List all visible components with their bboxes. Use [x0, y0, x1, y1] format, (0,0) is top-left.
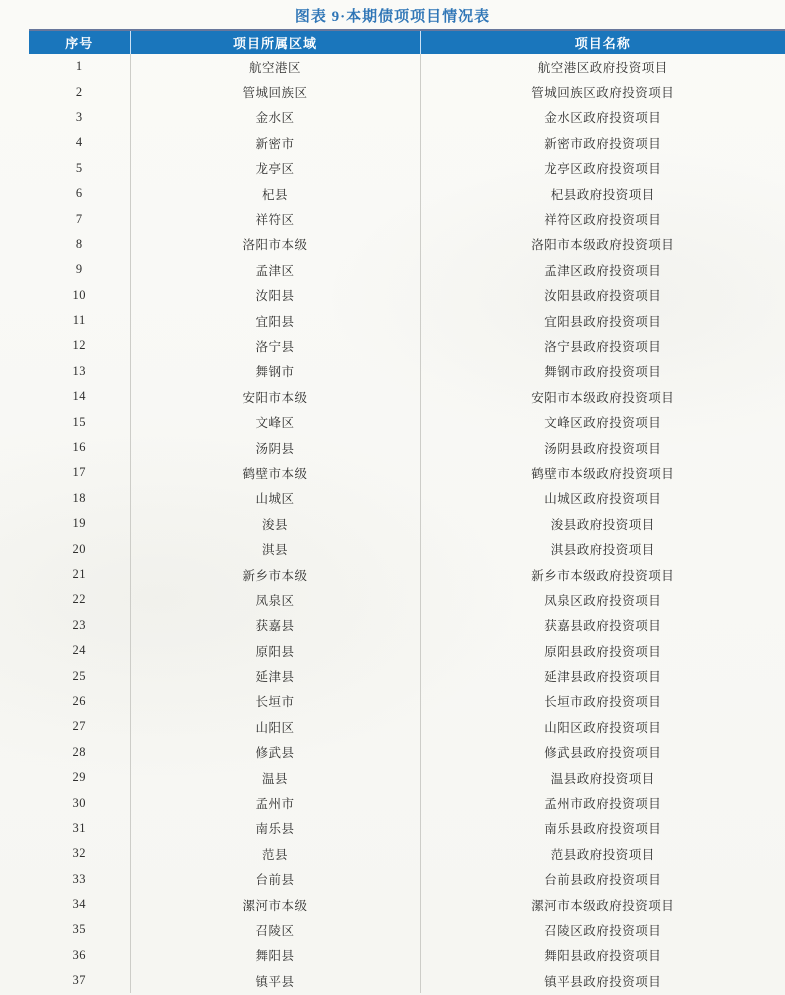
row-number-cell: 27: [29, 714, 130, 739]
project-cell: 宜阳县政府投资项目: [544, 314, 662, 329]
table-row: [29, 714, 785, 739]
table-row: [29, 156, 785, 181]
row-number-cell: 1: [29, 54, 130, 79]
project-cell: 金水区政府投资项目: [544, 111, 662, 126]
project-cell: 孟津区政府投资项目: [544, 263, 662, 278]
project-cell: 舞钢市政府投资项目: [544, 365, 662, 380]
region-cell: 山阳区: [130, 714, 420, 739]
header-cell-number: 序号: [29, 30, 130, 54]
table-row: [29, 384, 785, 409]
row-number-cell: 25: [29, 663, 130, 688]
header-cell-project: 项目名称: [420, 30, 785, 54]
row-number-cell: 24: [29, 638, 130, 663]
row-number-cell: 21: [29, 562, 130, 587]
region-cell: 镇平县: [130, 968, 420, 993]
table-row: [29, 562, 785, 587]
table-row: [29, 283, 785, 308]
project-cell: 温县政府投资项目: [550, 771, 655, 786]
project-cell: 长垣市政府投资项目: [544, 695, 662, 710]
region-cell: 浚县: [130, 511, 420, 536]
project-cell: 浚县政府投资项目: [550, 517, 655, 532]
project-cell: 舞阳县政府投资项目: [544, 949, 662, 964]
row-number-cell: 8: [29, 232, 130, 257]
row-number-cell: 2: [29, 79, 130, 104]
row-number-cell: 6: [29, 181, 130, 206]
row-number-cell: 23: [29, 613, 130, 638]
row-number-cell: 4: [29, 130, 130, 155]
region-cell: 台前县: [130, 867, 420, 892]
table-row: [29, 740, 785, 765]
row-number-cell: 15: [29, 409, 130, 434]
table-row: [29, 663, 785, 688]
region-cell: 舞阳县: [130, 943, 420, 968]
row-number-cell: 11: [29, 308, 130, 333]
table-row: [29, 943, 785, 968]
region-cell: 延津县: [130, 663, 420, 688]
project-cell: 原阳县政府投资项目: [544, 644, 662, 659]
project-cell: 山阳区政府投资项目: [544, 720, 662, 735]
project-cell: 漯河市本级政府投资项目: [531, 898, 675, 913]
project-cell: 汝阳县政府投资项目: [544, 289, 662, 304]
project-cell: 镇平县政府投资项目: [544, 974, 662, 989]
region-cell: 安阳市本级: [130, 384, 420, 409]
row-number-cell: 26: [29, 689, 130, 714]
table-row: [29, 613, 785, 638]
table-row: [29, 308, 785, 333]
project-cell: 山城区政府投资项目: [544, 492, 662, 507]
project-cell: 修武县政府投资项目: [544, 746, 662, 761]
project-cell: 鹤壁市本级政府投资项目: [531, 466, 675, 481]
region-cell: 新密市: [130, 130, 420, 155]
row-number-cell: 16: [29, 435, 130, 460]
row-number-cell: 31: [29, 816, 130, 841]
row-number-cell: 17: [29, 460, 130, 485]
table-row: [29, 435, 785, 460]
table-row: [29, 460, 785, 485]
region-cell: 管城回族区: [130, 79, 420, 104]
table-body: [29, 54, 785, 993]
row-number-cell: 22: [29, 587, 130, 612]
table-row: [29, 79, 785, 104]
table-row: [29, 232, 785, 257]
row-number-cell: 29: [29, 765, 130, 790]
region-cell: 洛阳市本级: [130, 232, 420, 257]
region-cell: 汤阴县: [130, 435, 420, 460]
region-cell: 洛宁县: [130, 333, 420, 358]
table-row: [29, 536, 785, 561]
project-cell: 孟州市政府投资项目: [544, 797, 662, 812]
region-cell: 舞钢市: [130, 359, 420, 384]
region-cell: 鹤壁市本级: [130, 460, 420, 485]
table-row: [29, 333, 785, 358]
table-row: [29, 689, 785, 714]
region-cell: 孟津区: [130, 257, 420, 282]
table-row: [29, 511, 785, 536]
region-cell: 汝阳县: [130, 283, 420, 308]
region-cell: 杞县: [130, 181, 420, 206]
row-number-cell: 30: [29, 790, 130, 815]
table-row: [29, 765, 785, 790]
region-cell: 南乐县: [130, 816, 420, 841]
project-cell: 台前县政府投资项目: [544, 873, 662, 888]
table-row: [29, 968, 785, 993]
page-title: 图表 9·本期债项项目情况表: [294, 9, 491, 25]
project-cell: 管城回族区政府投资项目: [531, 86, 675, 101]
project-cell: 南乐县政府投资项目: [544, 822, 662, 837]
region-cell: 龙亭区: [130, 156, 420, 181]
region-cell: 文峰区: [130, 409, 420, 434]
project-cell: 航空港区政府投资项目: [537, 60, 668, 75]
row-number-cell: 5: [29, 156, 130, 181]
debt-projects-table: [29, 29, 785, 993]
row-number-cell: 13: [29, 359, 130, 384]
table-row: [29, 587, 785, 612]
project-cell: 获嘉县政府投资项目: [544, 619, 662, 634]
row-number-cell: 3: [29, 105, 130, 130]
table-row: [29, 917, 785, 942]
project-cell: 汤阴县政府投资项目: [544, 441, 662, 456]
region-cell: 祥符区: [130, 206, 420, 231]
row-number-cell: 32: [29, 841, 130, 866]
project-cell: 凤泉区政府投资项目: [544, 593, 662, 608]
table-row: [29, 105, 785, 130]
region-cell: 凤泉区: [130, 587, 420, 612]
region-cell: 获嘉县: [130, 613, 420, 638]
row-number-cell: 33: [29, 867, 130, 892]
row-number-cell: 14: [29, 384, 130, 409]
table-row: [29, 54, 785, 79]
region-cell: 金水区: [130, 105, 420, 130]
row-number-cell: 7: [29, 206, 130, 231]
table-row: [29, 486, 785, 511]
row-number-cell: 34: [29, 892, 130, 917]
row-number-cell: 10: [29, 283, 130, 308]
table-row: [29, 257, 785, 282]
region-cell: 修武县: [130, 740, 420, 765]
project-cell: 文峰区政府投资项目: [544, 416, 662, 431]
project-cell: 淇县政府投资项目: [550, 543, 655, 558]
project-cell: 龙亭区政府投资项目: [544, 162, 662, 177]
table-row: [29, 867, 785, 892]
row-number-cell: 12: [29, 333, 130, 358]
region-cell: 宜阳县: [130, 308, 420, 333]
table-row: [29, 409, 785, 434]
row-number-cell: 35: [29, 917, 130, 942]
row-number-cell: 20: [29, 536, 130, 561]
table-row: [29, 130, 785, 155]
table-row: [29, 181, 785, 206]
region-cell: 山城区: [130, 486, 420, 511]
project-cell: 新乡市本级政府投资项目: [531, 568, 675, 583]
table-row: [29, 816, 785, 841]
table-header-row: [29, 30, 785, 54]
project-cell: 安阳市本级政府投资项目: [531, 390, 675, 405]
row-number-cell: 28: [29, 740, 130, 765]
row-number-cell: 18: [29, 486, 130, 511]
project-cell: 新密市政府投资项目: [544, 136, 662, 151]
row-number-cell: 37: [29, 968, 130, 993]
region-cell: 长垣市: [130, 689, 420, 714]
table-row: [29, 892, 785, 917]
project-cell: 洛宁县政府投资项目: [544, 339, 662, 354]
project-cell: 范县政府投资项目: [550, 847, 655, 862]
row-number-cell: 19: [29, 511, 130, 536]
region-cell: 航空港区: [130, 54, 420, 79]
header-cell-region: 项目所属区域: [130, 30, 420, 54]
table-row: [29, 638, 785, 663]
region-cell: 孟州市: [130, 790, 420, 815]
region-cell: 范县: [130, 841, 420, 866]
table-row: [29, 841, 785, 866]
project-cell: 洛阳市本级政府投资项目: [531, 238, 675, 253]
project-cell: 延津县政府投资项目: [544, 670, 662, 685]
table-row: [29, 359, 785, 384]
region-cell: 召陵区: [130, 917, 420, 942]
region-cell: 淇县: [130, 536, 420, 561]
row-number-cell: 36: [29, 943, 130, 968]
project-cell: 祥符区政府投资项目: [544, 213, 662, 228]
table-row: [29, 206, 785, 231]
region-cell: 漯河市本级: [130, 892, 420, 917]
row-number-cell: 9: [29, 257, 130, 282]
table-row: [29, 790, 785, 815]
project-cell: 杞县政府投资项目: [550, 187, 655, 202]
project-cell: 召陵区政府投资项目: [544, 923, 662, 938]
region-cell: 温县: [130, 765, 420, 790]
region-cell: 原阳县: [130, 638, 420, 663]
region-cell: 新乡市本级: [130, 562, 420, 587]
